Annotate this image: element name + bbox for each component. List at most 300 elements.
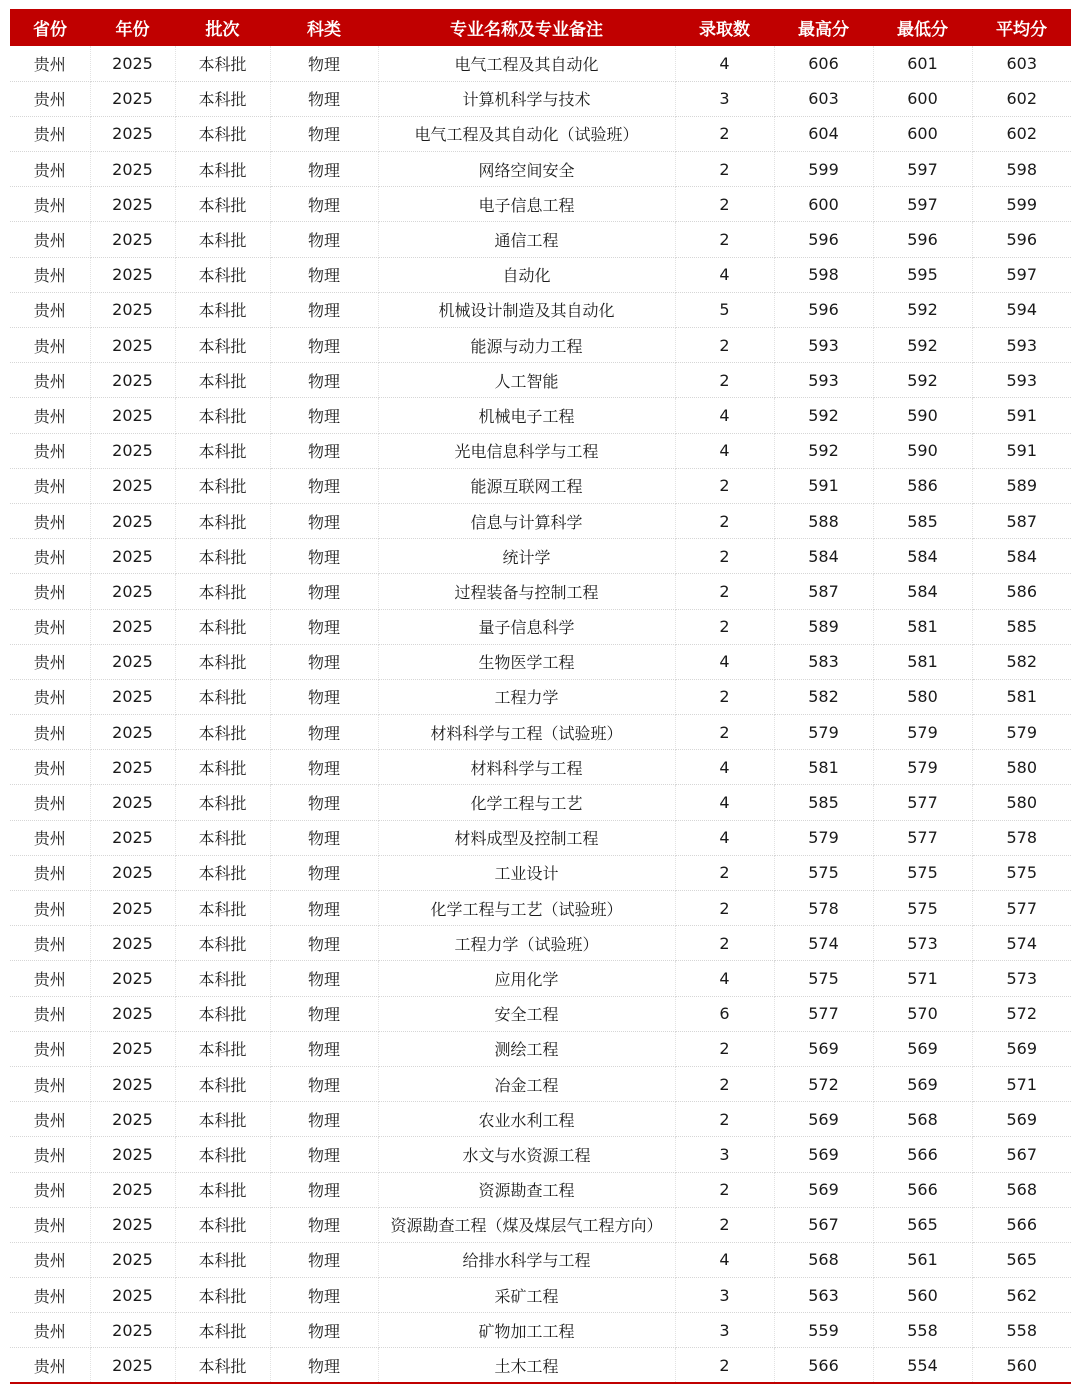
cell-min-score: 566 bbox=[873, 1172, 972, 1207]
cell-avg-score: 603 bbox=[972, 46, 1071, 81]
cell-min-score: 579 bbox=[873, 715, 972, 750]
cell-year: 2025 bbox=[90, 116, 175, 151]
cell-major: 安全工程 bbox=[378, 996, 675, 1031]
cell-avg-score: 579 bbox=[972, 715, 1071, 750]
cell-major: 统计学 bbox=[378, 539, 675, 574]
cell-min-score: 581 bbox=[873, 609, 972, 644]
table-row bbox=[10, 1172, 1071, 1207]
cell-avg-score: 562 bbox=[972, 1278, 1071, 1313]
cell-avg-score: 591 bbox=[972, 398, 1071, 433]
cell-avg-score: 599 bbox=[972, 187, 1071, 222]
cell-max-score: 569 bbox=[774, 1102, 873, 1137]
cell-year: 2025 bbox=[90, 222, 175, 257]
cell-subject: 物理 bbox=[270, 328, 378, 363]
cell-year: 2025 bbox=[90, 574, 175, 609]
cell-min-score: 597 bbox=[873, 152, 972, 187]
table-row bbox=[10, 222, 1071, 257]
cell-batch: 本科批 bbox=[175, 1348, 270, 1383]
cell-province: 贵州 bbox=[10, 503, 90, 538]
cell-year: 2025 bbox=[90, 152, 175, 187]
cell-major: 量子信息科学 bbox=[378, 609, 675, 644]
cell-year: 2025 bbox=[90, 855, 175, 890]
table-row bbox=[10, 363, 1071, 398]
cell-subject: 物理 bbox=[270, 187, 378, 222]
cell-subject: 物理 bbox=[270, 996, 378, 1031]
cell-max-score: 577 bbox=[774, 996, 873, 1031]
cell-max-score: 566 bbox=[774, 1348, 873, 1383]
cell-max-score: 584 bbox=[774, 539, 873, 574]
cell-subject: 物理 bbox=[270, 503, 378, 538]
table-row bbox=[10, 679, 1071, 714]
cell-year: 2025 bbox=[90, 46, 175, 81]
cell-admitted: 4 bbox=[675, 398, 774, 433]
cell-max-score: 587 bbox=[774, 574, 873, 609]
header-avg-score: 平均分 bbox=[996, 20, 1047, 40]
admission-scores-table-container bbox=[10, 9, 1071, 1384]
table-row bbox=[10, 81, 1071, 116]
cell-avg-score: 594 bbox=[972, 292, 1071, 327]
cell-admitted: 2 bbox=[675, 1172, 774, 1207]
cell-min-score: 592 bbox=[873, 328, 972, 363]
cell-major: 给排水科学与工程 bbox=[378, 1242, 675, 1277]
cell-avg-score: 567 bbox=[972, 1137, 1071, 1172]
cell-min-score: 579 bbox=[873, 750, 972, 785]
cell-province: 贵州 bbox=[10, 363, 90, 398]
table-row bbox=[10, 116, 1071, 151]
table-row bbox=[10, 1137, 1071, 1172]
cell-province: 贵州 bbox=[10, 1172, 90, 1207]
cell-province: 贵州 bbox=[10, 398, 90, 433]
cell-max-score: 592 bbox=[774, 398, 873, 433]
cell-year: 2025 bbox=[90, 785, 175, 820]
table-row bbox=[10, 644, 1071, 679]
cell-province: 贵州 bbox=[10, 785, 90, 820]
cell-subject: 物理 bbox=[270, 1137, 378, 1172]
cell-batch: 本科批 bbox=[175, 46, 270, 81]
cell-subject: 物理 bbox=[270, 855, 378, 890]
cell-max-score: 603 bbox=[774, 81, 873, 116]
table-body bbox=[10, 46, 1071, 1383]
cell-max-score: 600 bbox=[774, 187, 873, 222]
cell-avg-score: 593 bbox=[972, 328, 1071, 363]
cell-max-score: 569 bbox=[774, 1031, 873, 1066]
cell-admitted: 4 bbox=[675, 433, 774, 468]
cell-subject: 物理 bbox=[270, 363, 378, 398]
cell-avg-score: 596 bbox=[972, 222, 1071, 257]
cell-major: 工程力学 bbox=[378, 679, 675, 714]
cell-avg-score: 577 bbox=[972, 891, 1071, 926]
cell-avg-score: 569 bbox=[972, 1031, 1071, 1066]
cell-admitted: 3 bbox=[675, 1137, 774, 1172]
cell-subject: 物理 bbox=[270, 1348, 378, 1383]
cell-min-score: 592 bbox=[873, 292, 972, 327]
table-row bbox=[10, 1313, 1071, 1348]
cell-batch: 本科批 bbox=[175, 1278, 270, 1313]
admission-scores-table bbox=[10, 9, 1071, 1384]
cell-max-score: 569 bbox=[774, 1137, 873, 1172]
cell-province: 贵州 bbox=[10, 1137, 90, 1172]
cell-admitted: 2 bbox=[675, 1207, 774, 1242]
cell-avg-score: 581 bbox=[972, 679, 1071, 714]
cell-min-score: 569 bbox=[873, 1031, 972, 1066]
cell-subject: 物理 bbox=[270, 715, 378, 750]
cell-admitted: 2 bbox=[675, 503, 774, 538]
cell-year: 2025 bbox=[90, 1242, 175, 1277]
cell-admitted: 3 bbox=[675, 81, 774, 116]
cell-admitted: 4 bbox=[675, 820, 774, 855]
cell-avg-score: 571 bbox=[972, 1066, 1071, 1101]
cell-avg-score: 591 bbox=[972, 433, 1071, 468]
cell-subject: 物理 bbox=[270, 46, 378, 81]
cell-admitted: 4 bbox=[675, 785, 774, 820]
cell-max-score: 581 bbox=[774, 750, 873, 785]
cell-subject: 物理 bbox=[270, 891, 378, 926]
cell-batch: 本科批 bbox=[175, 1137, 270, 1172]
cell-max-score: 582 bbox=[774, 679, 873, 714]
cell-subject: 物理 bbox=[270, 574, 378, 609]
cell-admitted: 2 bbox=[675, 1066, 774, 1101]
cell-year: 2025 bbox=[90, 1066, 175, 1101]
header-subject: 科类 bbox=[307, 20, 341, 40]
cell-max-score: 569 bbox=[774, 1172, 873, 1207]
cell-admitted: 2 bbox=[675, 152, 774, 187]
table-row bbox=[10, 891, 1071, 926]
cell-major: 机械设计制造及其自动化 bbox=[378, 292, 675, 327]
cell-subject: 物理 bbox=[270, 820, 378, 855]
cell-admitted: 2 bbox=[675, 1348, 774, 1383]
cell-major: 机械电子工程 bbox=[378, 398, 675, 433]
header-province: 省份 bbox=[33, 20, 67, 40]
cell-batch: 本科批 bbox=[175, 328, 270, 363]
cell-min-score: 577 bbox=[873, 785, 972, 820]
cell-batch: 本科批 bbox=[175, 750, 270, 785]
table-row bbox=[10, 292, 1071, 327]
cell-subject: 物理 bbox=[270, 926, 378, 961]
cell-admitted: 3 bbox=[675, 1278, 774, 1313]
cell-max-score: 574 bbox=[774, 926, 873, 961]
cell-province: 贵州 bbox=[10, 1313, 90, 1348]
cell-avg-score: 565 bbox=[972, 1242, 1071, 1277]
cell-major: 化学工程与工艺 bbox=[378, 785, 675, 820]
header-admitted: 录取数 bbox=[699, 20, 750, 40]
cell-min-score: 575 bbox=[873, 891, 972, 926]
table-row bbox=[10, 1031, 1071, 1066]
cell-admitted: 5 bbox=[675, 292, 774, 327]
cell-min-score: 580 bbox=[873, 679, 972, 714]
cell-batch: 本科批 bbox=[175, 398, 270, 433]
cell-batch: 本科批 bbox=[175, 644, 270, 679]
cell-batch: 本科批 bbox=[175, 1031, 270, 1066]
cell-year: 2025 bbox=[90, 926, 175, 961]
cell-avg-score: 575 bbox=[972, 855, 1071, 890]
table-row bbox=[10, 468, 1071, 503]
cell-max-score: 583 bbox=[774, 644, 873, 679]
cell-major: 农业水利工程 bbox=[378, 1102, 675, 1137]
cell-batch: 本科批 bbox=[175, 679, 270, 714]
cell-major: 信息与计算科学 bbox=[378, 503, 675, 538]
cell-admitted: 2 bbox=[675, 539, 774, 574]
cell-min-score: 560 bbox=[873, 1278, 972, 1313]
table-row bbox=[10, 750, 1071, 785]
table-row bbox=[10, 574, 1071, 609]
cell-max-score: 591 bbox=[774, 468, 873, 503]
cell-province: 贵州 bbox=[10, 433, 90, 468]
cell-avg-score: 566 bbox=[972, 1207, 1071, 1242]
cell-max-score: 596 bbox=[774, 292, 873, 327]
cell-province: 贵州 bbox=[10, 891, 90, 926]
cell-major: 材料科学与工程（试验班） bbox=[378, 715, 675, 750]
cell-province: 贵州 bbox=[10, 116, 90, 151]
table-row bbox=[10, 257, 1071, 292]
cell-max-score: 588 bbox=[774, 503, 873, 538]
cell-province: 贵州 bbox=[10, 574, 90, 609]
cell-max-score: 598 bbox=[774, 257, 873, 292]
header-major: 专业名称及专业备注 bbox=[450, 20, 603, 40]
cell-batch: 本科批 bbox=[175, 187, 270, 222]
cell-min-score: 561 bbox=[873, 1242, 972, 1277]
cell-avg-score: 602 bbox=[972, 81, 1071, 116]
cell-province: 贵州 bbox=[10, 750, 90, 785]
cell-admitted: 2 bbox=[675, 1031, 774, 1066]
cell-batch: 本科批 bbox=[175, 539, 270, 574]
cell-year: 2025 bbox=[90, 1031, 175, 1066]
cell-admitted: 3 bbox=[675, 1313, 774, 1348]
table-row bbox=[10, 1066, 1071, 1101]
cell-admitted: 2 bbox=[675, 855, 774, 890]
table-row bbox=[10, 926, 1071, 961]
cell-subject: 物理 bbox=[270, 609, 378, 644]
cell-subject: 物理 bbox=[270, 433, 378, 468]
cell-avg-score: 597 bbox=[972, 257, 1071, 292]
cell-major: 网络空间安全 bbox=[378, 152, 675, 187]
cell-max-score: 567 bbox=[774, 1207, 873, 1242]
cell-min-score: 571 bbox=[873, 961, 972, 996]
table-row bbox=[10, 1102, 1071, 1137]
table-row bbox=[10, 1242, 1071, 1277]
cell-subject: 物理 bbox=[270, 222, 378, 257]
cell-min-score: 600 bbox=[873, 81, 972, 116]
cell-min-score: 595 bbox=[873, 257, 972, 292]
cell-max-score: 575 bbox=[774, 855, 873, 890]
table-row bbox=[10, 398, 1071, 433]
cell-year: 2025 bbox=[90, 81, 175, 116]
cell-subject: 物理 bbox=[270, 644, 378, 679]
cell-major: 自动化 bbox=[378, 257, 675, 292]
cell-min-score: 584 bbox=[873, 574, 972, 609]
cell-admitted: 2 bbox=[675, 328, 774, 363]
cell-year: 2025 bbox=[90, 257, 175, 292]
cell-batch: 本科批 bbox=[175, 1207, 270, 1242]
cell-major: 能源互联网工程 bbox=[378, 468, 675, 503]
cell-batch: 本科批 bbox=[175, 996, 270, 1031]
cell-major: 工业设计 bbox=[378, 855, 675, 890]
cell-major: 矿物加工工程 bbox=[378, 1313, 675, 1348]
cell-max-score: 599 bbox=[774, 152, 873, 187]
cell-major: 资源勘查工程（煤及煤层气工程方向） bbox=[378, 1207, 675, 1242]
cell-year: 2025 bbox=[90, 750, 175, 785]
cell-subject: 物理 bbox=[270, 1172, 378, 1207]
cell-avg-score: 598 bbox=[972, 152, 1071, 187]
cell-avg-score: 558 bbox=[972, 1313, 1071, 1348]
cell-min-score: 581 bbox=[873, 644, 972, 679]
cell-min-score: 586 bbox=[873, 468, 972, 503]
cell-year: 2025 bbox=[90, 292, 175, 327]
cell-subject: 物理 bbox=[270, 1066, 378, 1101]
cell-major: 应用化学 bbox=[378, 961, 675, 996]
cell-batch: 本科批 bbox=[175, 855, 270, 890]
cell-major: 材料成型及控制工程 bbox=[378, 820, 675, 855]
cell-avg-score: 587 bbox=[972, 503, 1071, 538]
cell-min-score: 597 bbox=[873, 187, 972, 222]
cell-batch: 本科批 bbox=[175, 433, 270, 468]
cell-year: 2025 bbox=[90, 1137, 175, 1172]
cell-batch: 本科批 bbox=[175, 785, 270, 820]
cell-province: 贵州 bbox=[10, 644, 90, 679]
cell-max-score: 596 bbox=[774, 222, 873, 257]
cell-max-score: 592 bbox=[774, 433, 873, 468]
cell-min-score: 584 bbox=[873, 539, 972, 574]
cell-year: 2025 bbox=[90, 715, 175, 750]
cell-major: 生物医学工程 bbox=[378, 644, 675, 679]
table-row bbox=[10, 609, 1071, 644]
cell-major: 电气工程及其自动化 bbox=[378, 46, 675, 81]
cell-province: 贵州 bbox=[10, 1278, 90, 1313]
cell-min-score: 585 bbox=[873, 503, 972, 538]
cell-major: 冶金工程 bbox=[378, 1066, 675, 1101]
cell-max-score: 589 bbox=[774, 609, 873, 644]
cell-min-score: 558 bbox=[873, 1313, 972, 1348]
cell-subject: 物理 bbox=[270, 961, 378, 996]
cell-admitted: 2 bbox=[675, 679, 774, 714]
cell-province: 贵州 bbox=[10, 81, 90, 116]
cell-min-score: 600 bbox=[873, 116, 972, 151]
cell-batch: 本科批 bbox=[175, 81, 270, 116]
cell-batch: 本科批 bbox=[175, 891, 270, 926]
cell-min-score: 590 bbox=[873, 433, 972, 468]
cell-province: 贵州 bbox=[10, 1102, 90, 1137]
cell-max-score: 593 bbox=[774, 363, 873, 398]
cell-min-score: 577 bbox=[873, 820, 972, 855]
cell-province: 贵州 bbox=[10, 1066, 90, 1101]
cell-year: 2025 bbox=[90, 961, 175, 996]
cell-year: 2025 bbox=[90, 1172, 175, 1207]
cell-min-score: 596 bbox=[873, 222, 972, 257]
cell-avg-score: 586 bbox=[972, 574, 1071, 609]
cell-avg-score: 593 bbox=[972, 363, 1071, 398]
cell-province: 贵州 bbox=[10, 468, 90, 503]
cell-major: 材料科学与工程 bbox=[378, 750, 675, 785]
cell-year: 2025 bbox=[90, 609, 175, 644]
cell-major: 电气工程及其自动化（试验班） bbox=[378, 116, 675, 151]
cell-subject: 物理 bbox=[270, 398, 378, 433]
cell-min-score: 568 bbox=[873, 1102, 972, 1137]
cell-province: 贵州 bbox=[10, 1242, 90, 1277]
cell-min-score: 570 bbox=[873, 996, 972, 1031]
cell-max-score: 593 bbox=[774, 328, 873, 363]
cell-major: 能源与动力工程 bbox=[378, 328, 675, 363]
cell-max-score: 579 bbox=[774, 715, 873, 750]
cell-avg-score: 602 bbox=[972, 116, 1071, 151]
cell-subject: 物理 bbox=[270, 468, 378, 503]
cell-batch: 本科批 bbox=[175, 1313, 270, 1348]
cell-year: 2025 bbox=[90, 891, 175, 926]
cell-min-score: 569 bbox=[873, 1066, 972, 1101]
cell-avg-score: 584 bbox=[972, 539, 1071, 574]
cell-avg-score: 560 bbox=[972, 1348, 1071, 1383]
cell-batch: 本科批 bbox=[175, 152, 270, 187]
table-row bbox=[10, 1278, 1071, 1313]
cell-batch: 本科批 bbox=[175, 1242, 270, 1277]
table-row bbox=[10, 433, 1071, 468]
cell-major: 资源勘查工程 bbox=[378, 1172, 675, 1207]
cell-admitted: 4 bbox=[675, 644, 774, 679]
cell-max-score: 575 bbox=[774, 961, 873, 996]
cell-avg-score: 572 bbox=[972, 996, 1071, 1031]
cell-admitted: 4 bbox=[675, 961, 774, 996]
cell-batch: 本科批 bbox=[175, 1172, 270, 1207]
table-row bbox=[10, 46, 1071, 81]
cell-subject: 物理 bbox=[270, 152, 378, 187]
cell-subject: 物理 bbox=[270, 1313, 378, 1348]
cell-major: 测绘工程 bbox=[378, 1031, 675, 1066]
cell-min-score: 573 bbox=[873, 926, 972, 961]
cell-admitted: 2 bbox=[675, 609, 774, 644]
cell-year: 2025 bbox=[90, 820, 175, 855]
cell-max-score: 559 bbox=[774, 1313, 873, 1348]
cell-year: 2025 bbox=[90, 1348, 175, 1383]
cell-admitted: 4 bbox=[675, 750, 774, 785]
cell-subject: 物理 bbox=[270, 679, 378, 714]
cell-major: 电子信息工程 bbox=[378, 187, 675, 222]
cell-major: 计算机科学与技术 bbox=[378, 81, 675, 116]
cell-max-score: 604 bbox=[774, 116, 873, 151]
cell-year: 2025 bbox=[90, 187, 175, 222]
cell-major: 通信工程 bbox=[378, 222, 675, 257]
cell-admitted: 2 bbox=[675, 715, 774, 750]
cell-admitted: 6 bbox=[675, 996, 774, 1031]
cell-province: 贵州 bbox=[10, 222, 90, 257]
cell-admitted: 2 bbox=[675, 363, 774, 398]
cell-major: 土木工程 bbox=[378, 1348, 675, 1383]
cell-province: 贵州 bbox=[10, 1207, 90, 1242]
cell-province: 贵州 bbox=[10, 1031, 90, 1066]
cell-admitted: 2 bbox=[675, 891, 774, 926]
cell-subject: 物理 bbox=[270, 81, 378, 116]
cell-subject: 物理 bbox=[270, 750, 378, 785]
cell-province: 贵州 bbox=[10, 961, 90, 996]
cell-major: 光电信息科学与工程 bbox=[378, 433, 675, 468]
cell-year: 2025 bbox=[90, 433, 175, 468]
cell-admitted: 2 bbox=[675, 116, 774, 151]
cell-admitted: 4 bbox=[675, 1242, 774, 1277]
table-row bbox=[10, 328, 1071, 363]
cell-year: 2025 bbox=[90, 468, 175, 503]
cell-province: 贵州 bbox=[10, 1348, 90, 1383]
cell-province: 贵州 bbox=[10, 855, 90, 890]
cell-max-score: 578 bbox=[774, 891, 873, 926]
cell-year: 2025 bbox=[90, 644, 175, 679]
cell-year: 2025 bbox=[90, 398, 175, 433]
cell-min-score: 601 bbox=[873, 46, 972, 81]
cell-subject: 物理 bbox=[270, 1242, 378, 1277]
cell-avg-score: 569 bbox=[972, 1102, 1071, 1137]
cell-province: 贵州 bbox=[10, 679, 90, 714]
cell-batch: 本科批 bbox=[175, 961, 270, 996]
cell-province: 贵州 bbox=[10, 609, 90, 644]
table-row bbox=[10, 152, 1071, 187]
cell-year: 2025 bbox=[90, 1102, 175, 1137]
cell-max-score: 579 bbox=[774, 820, 873, 855]
